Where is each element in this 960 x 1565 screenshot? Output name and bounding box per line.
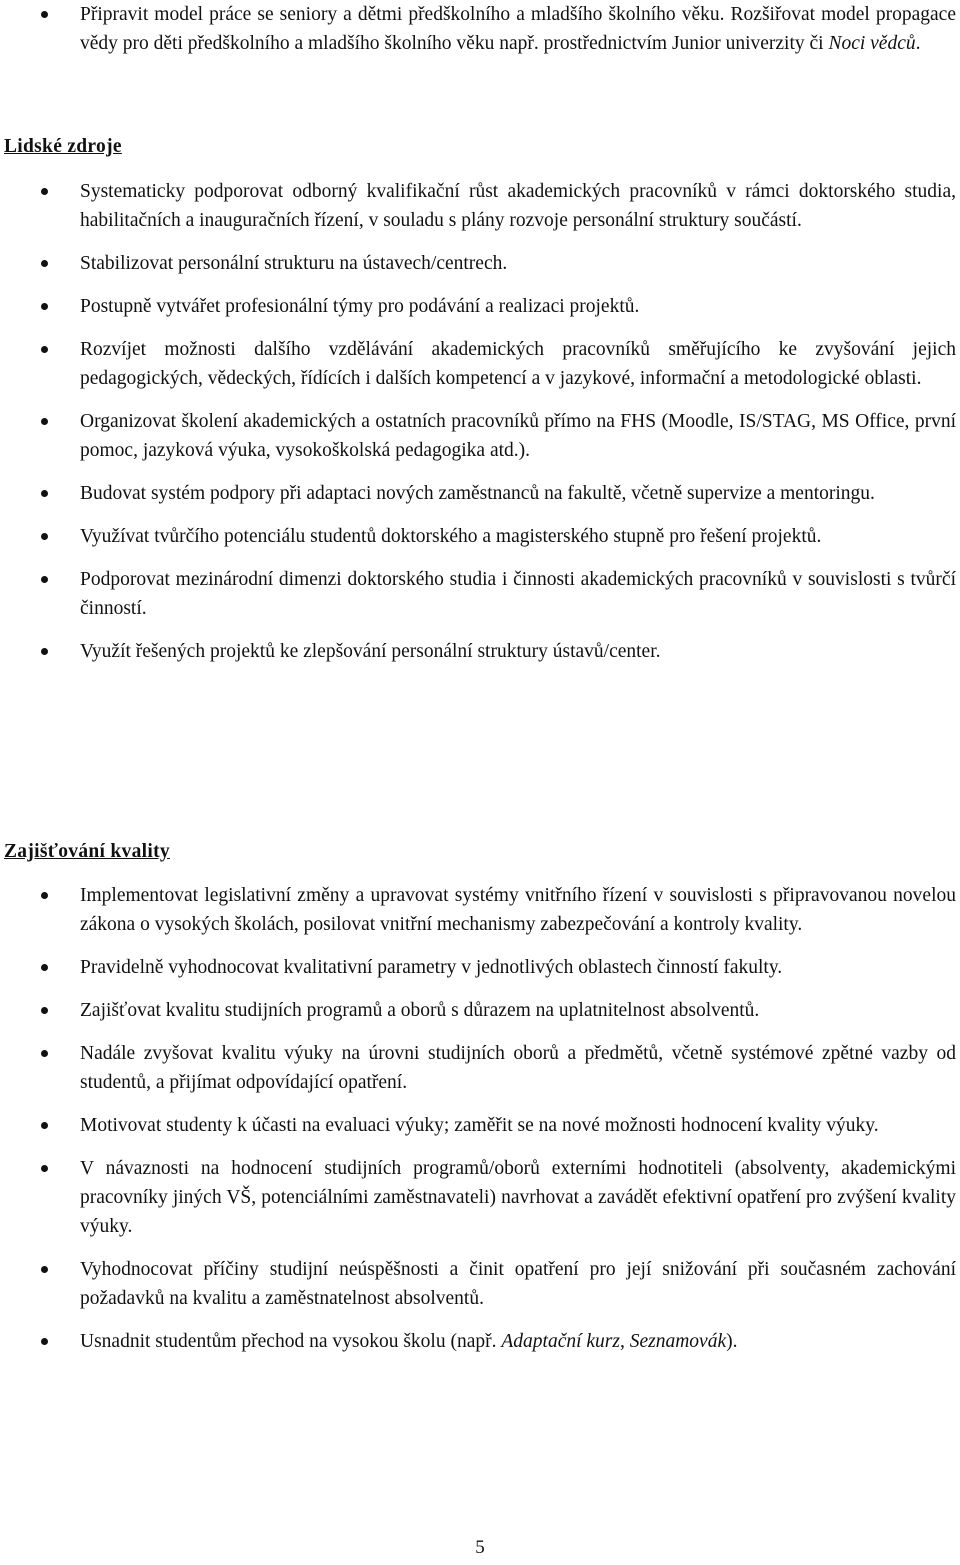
bullet-icon (41, 1266, 48, 1273)
list-item-text: Připravit model práce se seniory a dětmi předškolního a mladšího školního věku. Rozšiřovat model propagace vědy pro děti předškolního a mladšího školního věku např. prostřednictvím Junior univerzity či Noci vědců. (80, 4, 956, 54)
list-item-text: Usnadnit studentům přechod na vysokou školu (např. Adaptační kurz, Seznamovák). (80, 1331, 738, 1352)
bullet-icon (41, 1050, 48, 1057)
bullet-icon (41, 1165, 48, 1172)
list-item (0, 292, 956, 321)
list-item (0, 479, 956, 508)
list-item-text: Nadále zvyšovat kvalitu výuky na úrovni studijních oborů a předmětů, včetně systémové zpětné vazby od studentů, a přijímat odpovídající opatření. (80, 1043, 956, 1093)
list-item (0, 407, 956, 465)
list-item-text: Pravidelně vyhodnocovat kvalitativní parametry v jednotlivých oblastech činností fakulty. (80, 957, 783, 978)
list-item (0, 177, 956, 235)
bullet-icon (41, 188, 48, 195)
bullet-icon (41, 1338, 48, 1345)
list-item-text: Motivovat studenty k účasti na evaluaci výuky; zaměřit se na nové možnosti hodnocení kvality výuky. (80, 1115, 879, 1136)
list-item (0, 1255, 956, 1313)
bullet-icon (41, 418, 48, 425)
bullet-icon (41, 1122, 48, 1129)
bullet-icon (41, 11, 48, 18)
list-item-text: Zajišťovat kvalitu studijních programů a oborů s důrazem na uplatnitelnost absolventů. (80, 1000, 760, 1021)
bullet-icon (41, 533, 48, 540)
list-item (0, 0, 956, 58)
list-item (0, 565, 956, 623)
list-item-text: Využívat tvůrčího potenciálu studentů doktorského a magisterského stupně pro řešení projektů. (80, 526, 822, 547)
list-item-text: Organizovat školení akademických a ostatních pracovníků přímo na FHS (Moodle, IS/STAG, MS Office, první pomoc, jazyková výuka, vysokoškolská pedagogika atd.). (80, 411, 956, 461)
section-heading-quality: Zajišťování kvality (4, 841, 170, 862)
bullet-icon (41, 892, 48, 899)
section-heading-human-resources: Lidské zdroje (4, 136, 122, 157)
human-resources-bullet-list (0, 177, 956, 680)
bullet-icon (41, 964, 48, 971)
list-item (0, 1111, 956, 1140)
list-item-text: Stabilizovat personální strukturu na ústavech/centrech. (80, 253, 508, 274)
list-item (0, 522, 956, 551)
list-item-text: Implementovat legislativní změny a upravovat systémy vnitřního řízení v souvislosti s připravovanou novelou zákona o vysokých školách, posilovat vnitřní mechanismy zabezpečování a kontroly kvality. (80, 885, 956, 935)
list-item-text: Budovat systém podpory při adaptaci nových zaměstnanců na fakultě, včetně supervize a mentoringu. (80, 483, 875, 504)
list-item-text: Systematicky podporovat odborný kvalifikační růst akademických pracovníků v rámci doktorského studia, habilitačních a inauguračních řízení, v souladu s plány rozvoje personální struktury součástí. (80, 181, 956, 231)
list-item (0, 1039, 956, 1097)
list-item (0, 249, 956, 278)
bullet-icon (41, 576, 48, 583)
bullet-icon (41, 648, 48, 655)
list-item-text: Vyhodnocovat příčiny studijní neúspěšnosti a činit opatření pro její snižování při současném zachování požadavků na kvalitu a zaměstnatelnost absolventů. (80, 1259, 956, 1309)
list-item-text: V návaznosti na hodnocení studijních programů/oborů externími hodnotiteli (absolventy, akademickými pracovníky jiných VŠ, potenciálními zaměstnavateli) navrhovat a zavádět efektivní opatření pro zvýšení kvality výuky. (80, 1158, 956, 1237)
page-number: 5 (475, 1537, 485, 1558)
list-item-text: Podporovat mezinárodní dimenzi doktorského studia i činnosti akademických pracovníků v souvislosti s tvůrčí činností. (80, 569, 956, 619)
bullet-icon (41, 1007, 48, 1014)
list-item (0, 953, 956, 982)
list-item (0, 637, 956, 666)
intro-bullet-list (0, 0, 956, 72)
list-item (0, 881, 956, 939)
list-item-text: Postupně vytvářet profesionální týmy pro podávání a realizaci projektů. (80, 296, 640, 317)
list-item-text: Využít řešených projektů ke zlepšování personální struktury ústavů/center. (80, 641, 661, 662)
bullet-icon (41, 260, 48, 267)
list-item (0, 1154, 956, 1241)
bullet-icon (41, 346, 48, 353)
list-item-text: Rozvíjet možnosti dalšího vzdělávání akademických pracovníků směřujícího ke zvyšování jejich pedagogických, vědeckých, řídících i dalších kompetencí a v jazykové, informační a metodologické oblasti. (80, 339, 956, 389)
quality-bullet-list (0, 881, 956, 1370)
bullet-icon (41, 303, 48, 310)
list-item (0, 335, 956, 393)
list-item (0, 996, 956, 1025)
bullet-icon (41, 490, 48, 497)
list-item (0, 1327, 956, 1356)
